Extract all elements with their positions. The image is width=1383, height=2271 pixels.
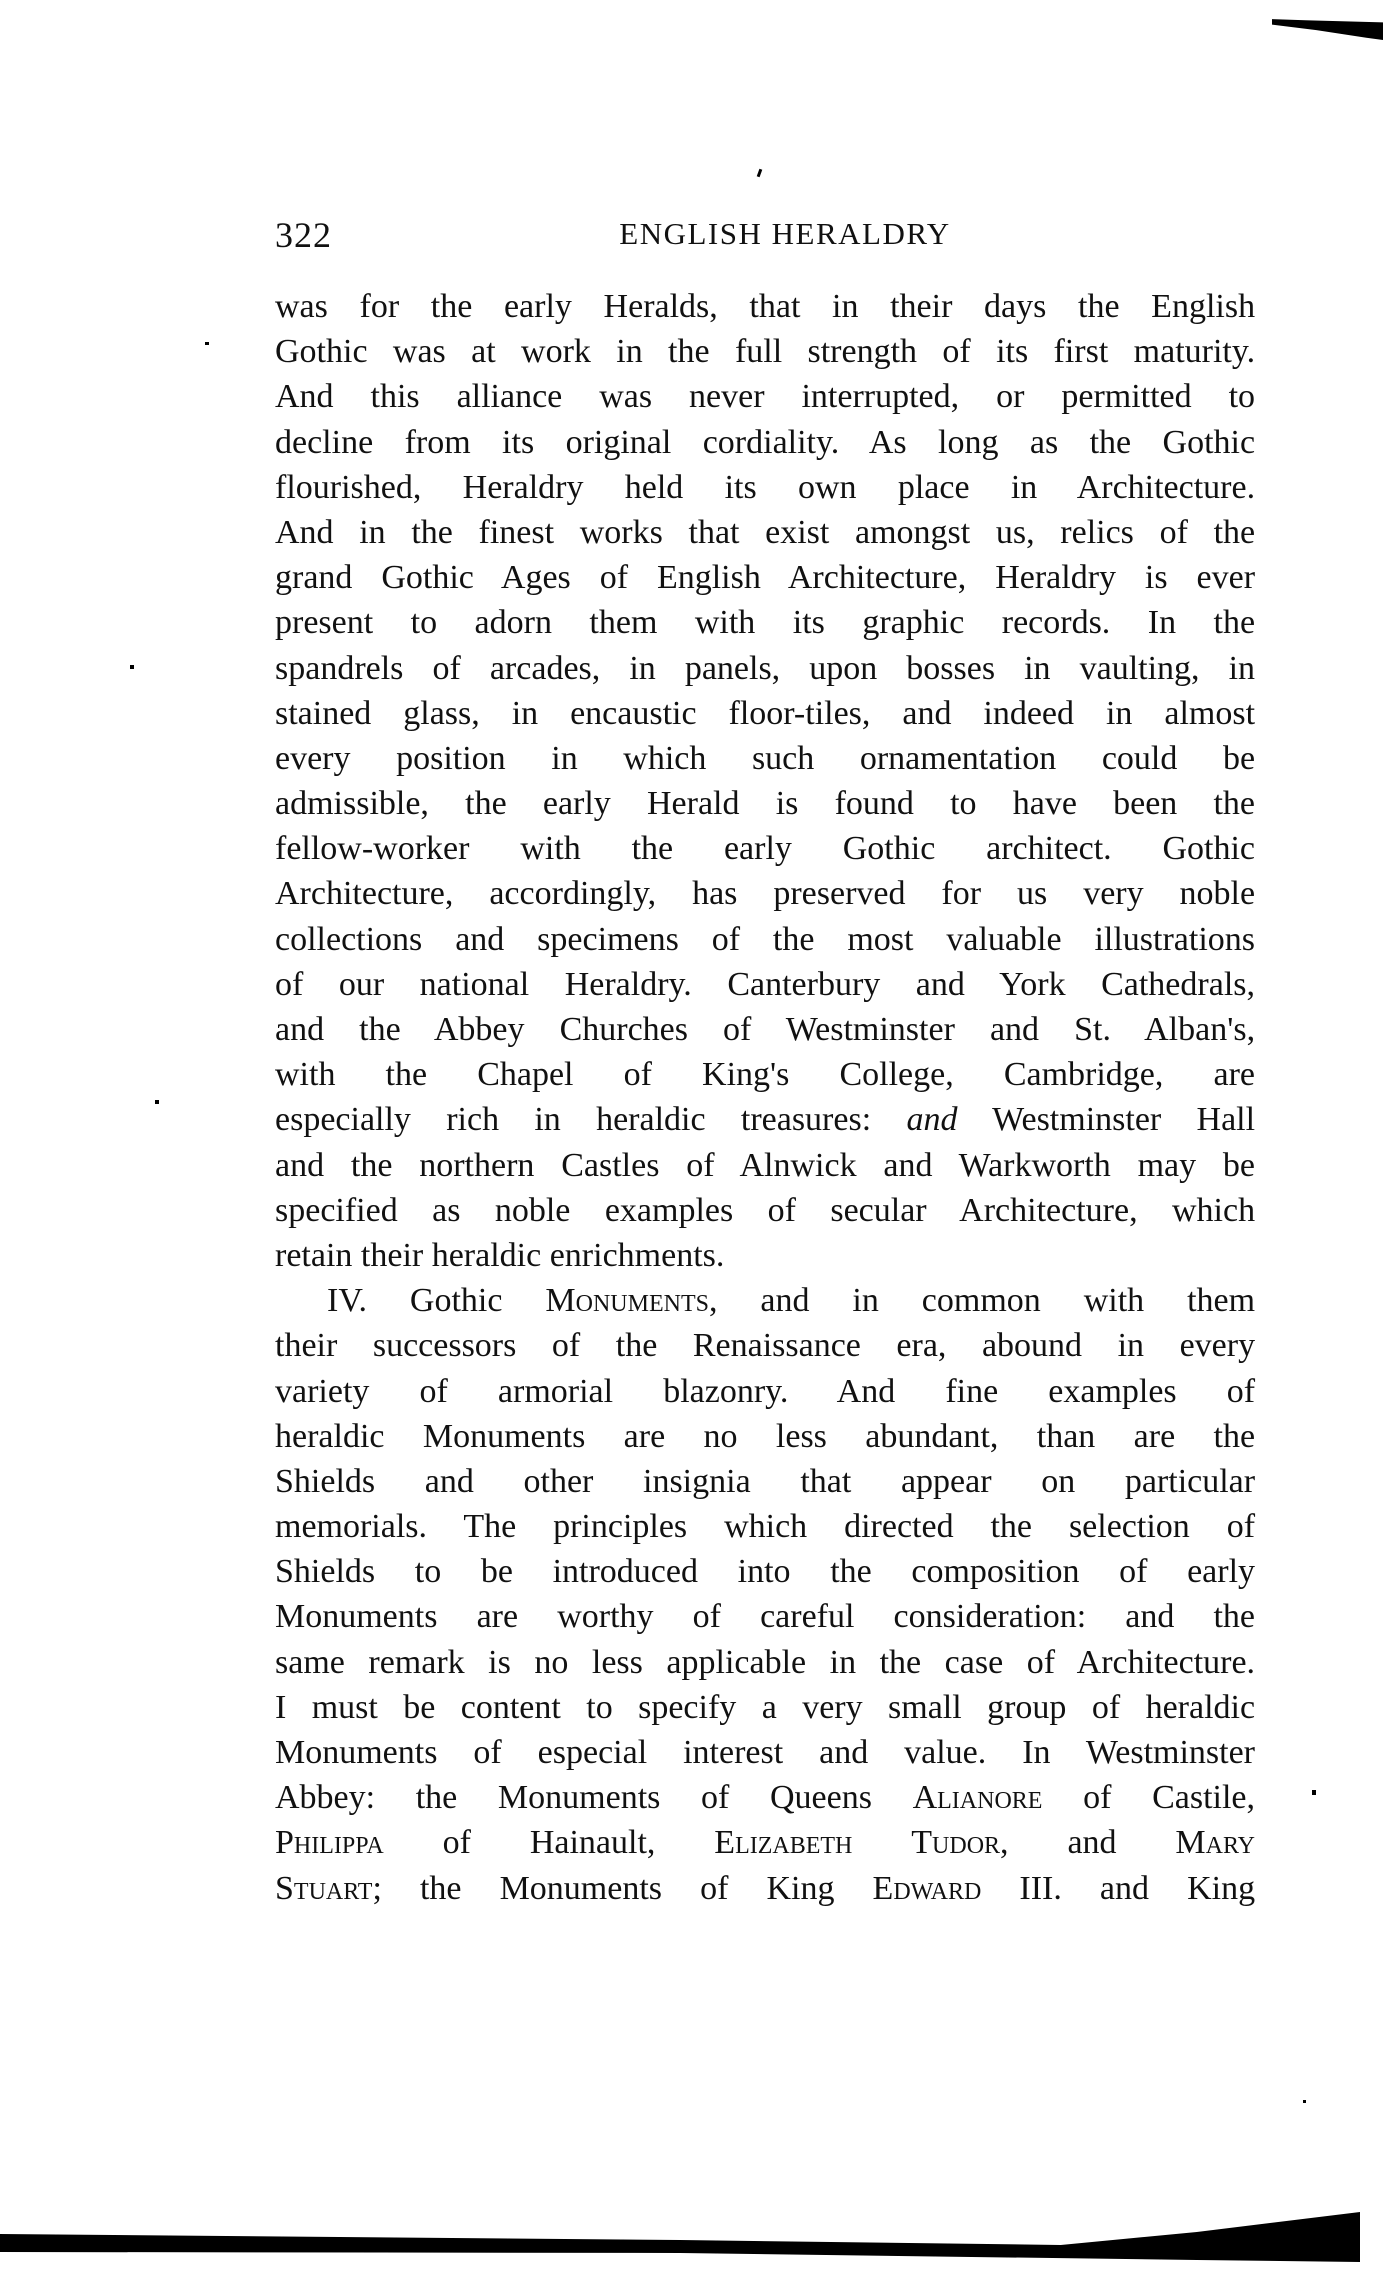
text-line: with the Chapel of King's College, Cambridge, are — [275, 1056, 1256, 1094]
text-line: I must be content to specify a very small group of heraldic — [275, 1688, 1256, 1726]
text-line: was for the early Heralds, that in their days the English — [275, 288, 1256, 325]
text-line: IV. Gothic Monuments, and in common with them — [327, 1282, 1256, 1320]
text-line: retain their heraldic enrichments. — [275, 1236, 725, 1274]
scan-edge-smudge — [1272, 18, 1383, 40]
text-line: collections and specimens of the most valuable illustrations — [275, 920, 1255, 958]
body-text — [275, 284, 1255, 1911]
stray-mark — [130, 665, 134, 669]
text-line: same remark is no less applicable in the case of Architecture. — [275, 1643, 1256, 1681]
text-line: And in the finest works that exist amongst us, relics of the — [275, 513, 1256, 551]
text-line: memorials. The principles which directed the selection of — [275, 1508, 1256, 1546]
stray-mark — [205, 342, 209, 345]
stray-mark — [757, 169, 763, 178]
text-line: Monuments are worthy of careful consideration: and the — [275, 1598, 1256, 1636]
text-line: Shields and other insignia that appear on particular — [275, 1462, 1256, 1500]
text-line: grand Gothic Ages of English Architecture, Heraldry is ever — [275, 559, 1256, 597]
text-line: especially rich in heraldic treasures: and Westminster Hall — [275, 1101, 1256, 1139]
running-title: ENGLISH HERALDRY — [619, 216, 951, 251]
text-line: flourished, Heraldry held its own place in Architecture. — [275, 468, 1256, 506]
stray-mark — [1303, 2100, 1306, 2103]
text-line: Gothic was at work in the full strength of its first maturity. — [275, 333, 1256, 371]
text-line: Architecture, accordingly, has preserved for us very noble — [275, 875, 1256, 913]
text-line: heraldic Monuments are no less abundant, than are the — [275, 1417, 1256, 1455]
text-line: fellow-worker with the early Gothic architect. Gothic — [275, 830, 1256, 868]
text-line: variety of armorial blazonry. And fine examples of — [275, 1372, 1256, 1410]
page-number: 322 — [275, 215, 332, 255]
scan-bottom-edge — [0, 2212, 1360, 2262]
stray-mark — [1312, 1790, 1316, 1795]
text-line: Shields to be introduced into the composition of early — [275, 1553, 1256, 1591]
text-line: Abbey: the Monuments of Queens Alianore of Castile, — [275, 1779, 1256, 1817]
text-line: specified as noble examples of secular Architecture, which — [275, 1191, 1256, 1229]
text-line: And this alliance was never interrupted, or permitted to — [275, 378, 1256, 416]
text-line: Philippa of Hainault, Elizabeth Tudor, and Mary — [275, 1824, 1256, 1862]
text-line: decline from its original cordiality. As long as the Gothic — [275, 423, 1256, 461]
text-line: stained glass, in encaustic floor-tiles, and indeed in almost — [275, 694, 1256, 732]
text-line: of our national Heraldry. Canterbury and York Cathedrals, — [275, 965, 1255, 1003]
stray-mark — [155, 1100, 159, 1104]
text-line: Stuart; the Monuments of King Edward III. and King — [275, 1869, 1256, 1907]
running-head — [275, 214, 1255, 264]
text-line: present to adorn them with its graphic records. In the — [275, 604, 1256, 642]
text-line: and the northern Castles of Alnwick and Warkworth may be — [275, 1146, 1255, 1184]
text-line: every position in which such ornamentation could be — [275, 739, 1256, 777]
text-line: spandrels of arcades, in panels, upon bosses in vaulting, in — [275, 649, 1256, 687]
text-line: Monuments of especial interest and value. In Westminster — [275, 1734, 1255, 1771]
text-line: their successors of the Renaissance era, abound in every — [275, 1327, 1256, 1365]
text-line: and the Abbey Churches of Westminster and St. Alban's, — [275, 1011, 1256, 1048]
text-line: admissible, the early Herald is found to have been the — [275, 785, 1256, 823]
